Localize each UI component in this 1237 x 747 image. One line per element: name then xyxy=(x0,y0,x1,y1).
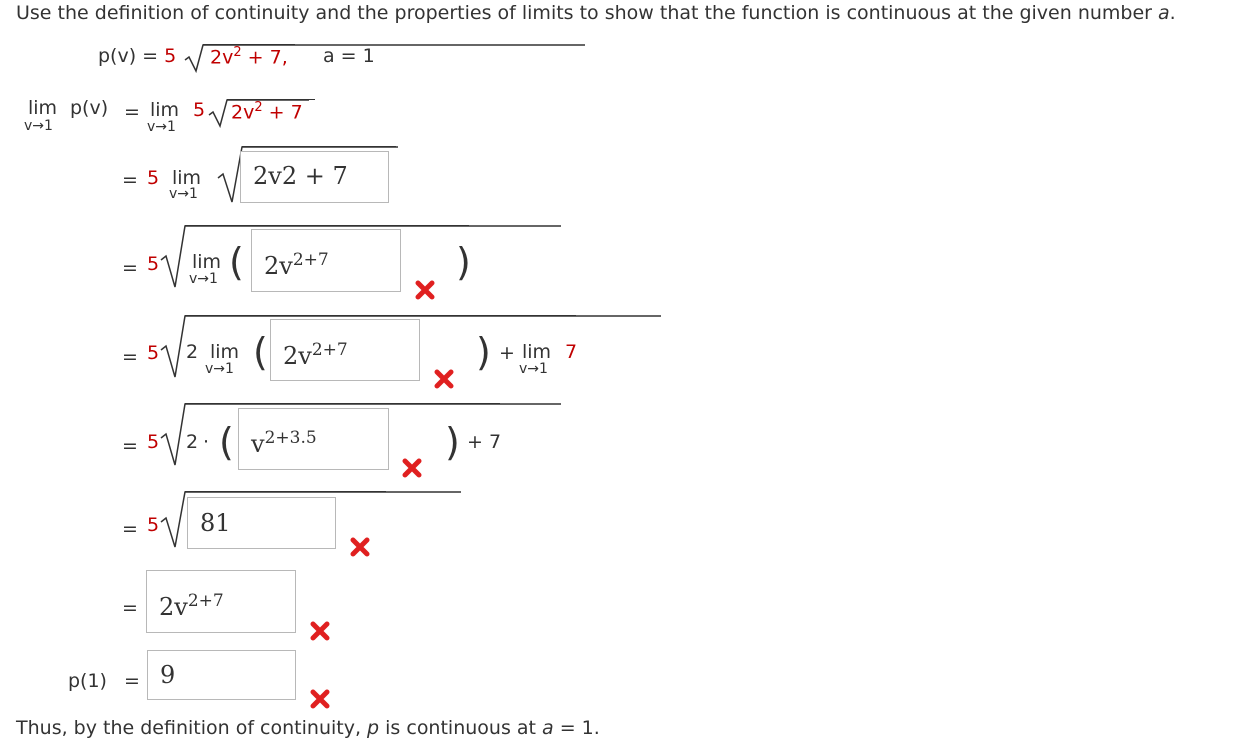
step5-right-paren: ) xyxy=(445,420,460,464)
step4-coef: 5 xyxy=(147,342,160,364)
step2-lim: lim xyxy=(172,167,202,189)
given-coef: 5 xyxy=(164,45,177,67)
instruction-var-a: a xyxy=(1158,2,1170,24)
step5-plus-seven: + 7 xyxy=(467,431,502,453)
step5-vinculum xyxy=(185,403,500,404)
step4-answer-base: 2v xyxy=(283,342,312,370)
step4-answer-rest: +7 xyxy=(322,340,348,360)
given-radicand-base: 2v xyxy=(210,46,234,69)
step3-coef: 5 xyxy=(147,253,160,275)
step7-x-mark-icon xyxy=(309,620,331,642)
step2-coef: 5 xyxy=(147,167,160,189)
step1-radicand-exp: 2 xyxy=(254,100,263,115)
step3-x-mark-icon xyxy=(414,279,436,301)
given-radicand-exp: 2 xyxy=(233,45,242,60)
step3-eq: = xyxy=(122,257,138,279)
step3-vinculum xyxy=(185,225,469,226)
conclusion-part3: = 1. xyxy=(553,717,600,739)
step4-lim2: lim xyxy=(522,341,552,363)
step3-radical-sign xyxy=(161,224,191,290)
step1-radicand xyxy=(231,100,303,123)
step4-vinculum xyxy=(185,315,576,316)
step2-sub: v→1 xyxy=(169,186,198,202)
step3-answer-exp: 2 xyxy=(292,250,304,270)
step4-sub: v→1 xyxy=(205,361,234,377)
step1-lhs-fn: p(v) xyxy=(70,97,109,119)
step1-lhs-sub: v→1 xyxy=(24,118,53,134)
step7-eq: = xyxy=(122,597,138,619)
given-a-value: a = 1 xyxy=(323,45,375,67)
step5-answer-base: v xyxy=(251,430,265,458)
step5-two: 2 xyxy=(186,431,199,453)
instruction-text xyxy=(16,2,1176,24)
step4-answer-input[interactable] xyxy=(270,319,420,381)
step5-left-paren: ( xyxy=(219,420,234,464)
step7-answer-exp: 2 xyxy=(187,591,199,611)
step1-lhs-lim: lim xyxy=(28,97,58,119)
step3-right-paren: ) xyxy=(456,240,471,284)
step5-coef: 5 xyxy=(147,431,160,453)
step1-coef: 5 xyxy=(193,99,206,121)
step3-sub: v→1 xyxy=(189,271,218,287)
instruction-period: . xyxy=(1169,2,1176,24)
step4-answer-exp: 2 xyxy=(311,340,323,360)
step5-eq: = xyxy=(122,435,138,457)
step1-lim: lim xyxy=(150,99,180,121)
step1-sub: v→1 xyxy=(147,119,176,135)
step6-answer-input[interactable]: 81 xyxy=(187,497,336,549)
step1-radicand-base: 2v xyxy=(231,101,255,124)
step2-eq: = xyxy=(122,169,138,191)
step2-vinculum xyxy=(242,146,396,147)
step3-answer-base: 2v xyxy=(264,252,293,280)
step2-answer-input[interactable]: 2v2 + 7 xyxy=(240,151,389,203)
step3-answer-rest: +7 xyxy=(303,250,329,270)
step3-left-paren: ( xyxy=(229,240,244,284)
given-function xyxy=(98,45,176,67)
step7-answer-input[interactable] xyxy=(146,570,296,633)
step5-x-mark-icon xyxy=(401,457,423,479)
step8-lhs: p(1) xyxy=(68,670,107,692)
step6-vinculum xyxy=(185,491,386,492)
given-radicand-rest: + 7, xyxy=(241,46,288,69)
step5-dot: · xyxy=(203,431,210,453)
step1-radicand-rest: + 7 xyxy=(262,101,303,124)
conclusion-part1: Thus, by the definition of continuity, xyxy=(16,717,368,739)
step1-eq: = xyxy=(124,101,140,123)
step8-x-mark-icon xyxy=(309,688,331,710)
step6-eq: = xyxy=(122,518,138,540)
conclusion-part2: is continuous at xyxy=(379,717,543,739)
step4-plus: + xyxy=(499,342,515,364)
step6-x-mark-icon xyxy=(349,536,371,558)
step4-two: 2 xyxy=(186,341,199,363)
step5-answer-exp: 2 xyxy=(264,428,276,448)
step4-sub2: v→1 xyxy=(519,361,548,377)
step3-answer-input[interactable] xyxy=(251,229,401,292)
step5-answer-input[interactable] xyxy=(238,408,389,470)
conclusion-a: a xyxy=(542,717,554,739)
step7-answer-rest: +7 xyxy=(198,591,224,611)
step7-answer-base: 2v xyxy=(159,593,188,621)
step4-eq: = xyxy=(122,346,138,368)
given-fn-label: p(v) = xyxy=(98,45,165,67)
step4-lim: lim xyxy=(210,341,240,363)
instruction-part1: Use the definition of continuity and the properties of limits to show that the function is continuous at the given number xyxy=(16,2,1159,24)
step6-coef: 5 xyxy=(147,514,160,536)
conclusion-text xyxy=(16,717,600,739)
step8-eq: = xyxy=(124,670,140,692)
given-radicand xyxy=(210,45,288,68)
step3-lim: lim xyxy=(192,251,222,273)
step4-left-paren: ( xyxy=(253,330,268,374)
step4-x-mark-icon xyxy=(433,368,455,390)
step5-answer-rest: +3.5 xyxy=(275,428,317,448)
step4-seven: 7 xyxy=(565,341,578,363)
step8-answer-input[interactable]: 9 xyxy=(147,650,296,700)
conclusion-p: p xyxy=(367,717,380,739)
step4-right-paren: ) xyxy=(476,330,491,374)
